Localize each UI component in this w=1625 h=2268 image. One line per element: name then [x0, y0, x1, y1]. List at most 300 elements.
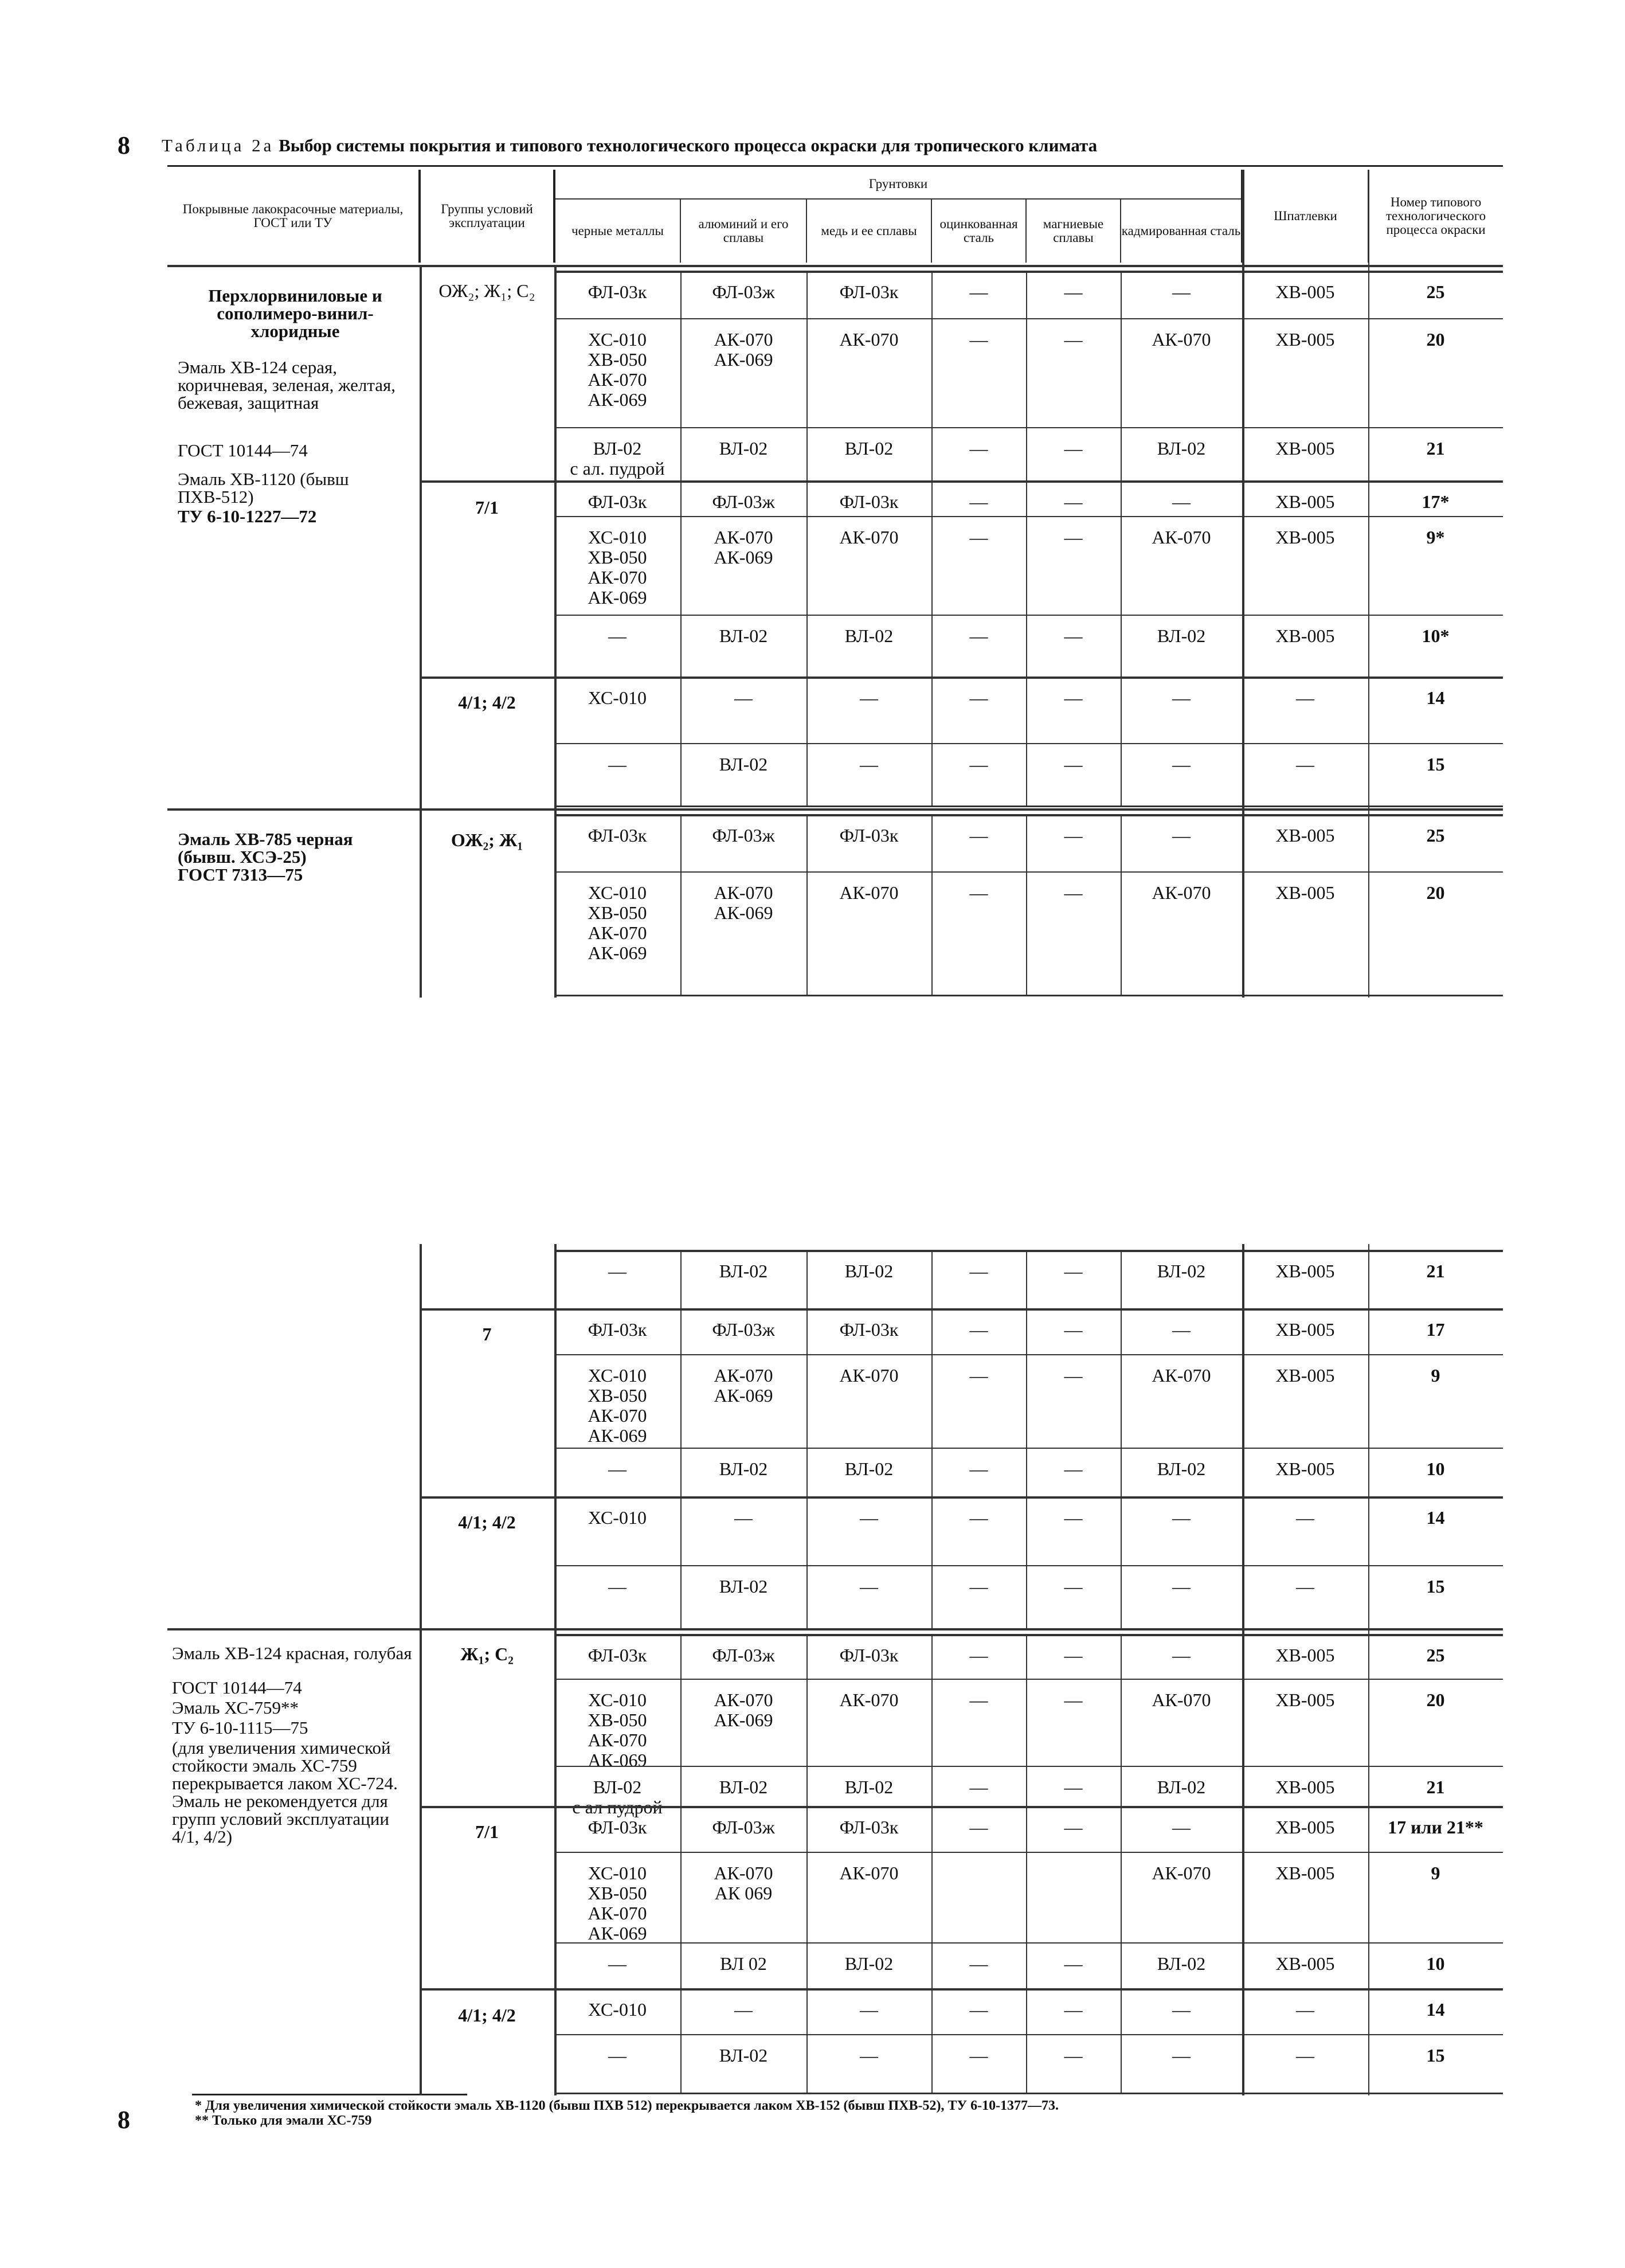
table-cell: —	[1296, 1507, 1314, 1528]
table-cell: ФЛ-03ж	[712, 1645, 775, 1665]
block-bottom-rule	[554, 2093, 1503, 2094]
col-rule	[806, 516, 808, 615]
col-rule	[1026, 615, 1027, 677]
footnote-1: * Для увеличения химической стойкости эмаль ХВ-1120 (бывш ПХВ 512) перекрывается лаком ХВ-152 (бывш ПХВ-52), ТУ 6-10-1377—73.	[195, 2098, 1059, 2113]
table-cell: —	[1064, 825, 1083, 846]
col-rule	[1368, 1988, 1369, 2034]
col-rule	[1242, 677, 1243, 743]
table-cell: ФЛ-03к	[839, 281, 899, 302]
table-cell: 17*	[1422, 491, 1450, 512]
col-rule	[1121, 427, 1122, 480]
col-rule	[806, 1852, 808, 1942]
table-cell: АК-070	[1152, 882, 1211, 903]
footnote-rule	[192, 2094, 467, 2095]
materials-divider	[420, 1244, 422, 1628]
table-cell: ВЛ-02	[1157, 1777, 1206, 1797]
col-rule	[1242, 2034, 1243, 2093]
col-rule	[931, 480, 933, 516]
table-cell: АК-070	[1152, 527, 1211, 548]
table-cell: —	[1064, 2045, 1083, 2066]
group-cell: 7	[482, 1324, 492, 1344]
col-rule	[1026, 743, 1027, 805]
table-cell: —	[969, 625, 988, 646]
group-cell: 7/1	[475, 1821, 499, 1842]
col-rule	[1026, 1354, 1027, 1448]
table-cell: ХВ-005	[1275, 527, 1335, 548]
table-cell: —	[1064, 329, 1083, 350]
col-rule	[1368, 814, 1369, 871]
row-rule	[554, 743, 1503, 744]
col-rule	[1368, 427, 1369, 480]
col-rule	[1026, 2034, 1027, 2093]
table-cell: —	[860, 754, 878, 775]
table-cell: 21	[1426, 438, 1445, 459]
row-rule	[554, 1354, 1503, 1355]
material-line: Эмаль ХВ-124 красная, голубая	[172, 1643, 412, 1663]
table-cell: ХВ-005	[1275, 1645, 1335, 1665]
header-galvanized: оцинкованная сталь	[931, 199, 1026, 263]
table-cell: —	[1064, 625, 1083, 646]
group-rule	[420, 677, 1503, 679]
table-cell: —	[608, 1576, 626, 1597]
col-rule	[1368, 1852, 1369, 1942]
table-cell: ХС-010 ХВ-050 АК-070 АК-069	[588, 527, 647, 608]
table-cell: —	[1064, 1999, 1083, 2020]
table-cell: ВЛ-02	[719, 1458, 768, 1479]
table-cell: АК-070	[1152, 1365, 1211, 1386]
table-cell: ВЛ-02	[719, 754, 768, 775]
table-cell: —	[1064, 1365, 1083, 1386]
table-cell: ХС-010 ХВ-050 АК-070 АК-069	[588, 1690, 647, 1770]
col-rule	[931, 1354, 933, 1448]
table-cell: ХВ-005	[1275, 1458, 1335, 1479]
col-rule	[680, 743, 682, 805]
table-cell: —	[969, 1261, 988, 1281]
table-cell: —	[1296, 1999, 1314, 2020]
table-cell: ФЛ-03ж	[712, 491, 775, 512]
col-rule	[680, 1354, 682, 1448]
col-rule	[680, 1988, 682, 2034]
table-cell: ВЛ-02 с ал. пудрой	[570, 438, 665, 479]
col-rule	[680, 1942, 682, 1988]
row-rule	[554, 271, 1503, 273]
table-cell: —	[860, 1576, 878, 1597]
col-rule	[1242, 318, 1243, 427]
group-rule	[420, 480, 1503, 483]
table-cell: —	[1064, 281, 1083, 302]
materials-divider	[420, 1628, 422, 2095]
table-cell: —	[969, 281, 988, 302]
table-cell: —	[969, 1365, 988, 1386]
col-rule	[806, 427, 808, 480]
row-rule	[554, 1766, 1503, 1767]
col-rule	[680, 1308, 682, 1354]
table-cell: ХВ-005	[1275, 438, 1335, 459]
table-cell: —	[608, 1261, 626, 1281]
table-cell: —	[1172, 491, 1191, 512]
table-cell: 20	[1426, 882, 1445, 903]
col-rule	[1368, 1942, 1369, 1988]
table-cell: ВЛ-02	[1157, 1953, 1206, 1974]
col-rule	[1242, 480, 1243, 516]
table-cell: —	[969, 438, 988, 459]
col-rule	[1121, 1308, 1122, 1354]
table-cell: —	[860, 2045, 878, 2066]
col-rule	[1368, 1766, 1369, 1806]
header-groups: Группы условий эксплуатации	[420, 170, 554, 263]
col-rule	[931, 271, 933, 318]
col-rule	[1026, 318, 1027, 427]
table-cell: 10*	[1422, 625, 1450, 646]
col-rule	[806, 743, 808, 805]
col-rule	[1368, 615, 1369, 677]
table-cell: ФЛ-03к	[839, 1817, 899, 1837]
table-cell: АК-070	[839, 329, 899, 350]
table-cell: ВЛ-02	[1157, 625, 1206, 646]
table-title	[162, 135, 1097, 156]
col-rule	[680, 1679, 682, 1766]
table-cell: —	[860, 1999, 878, 2020]
table-cell: —	[1172, 754, 1191, 775]
table-cell: 25	[1426, 1645, 1445, 1665]
table-cell: —	[969, 527, 988, 548]
block-rule	[167, 1628, 1503, 1630]
col-rule	[1121, 1565, 1122, 1628]
col-rule	[806, 1679, 808, 1766]
col-rule	[1121, 480, 1122, 516]
table-cell: АК-070	[1152, 1690, 1211, 1710]
table-cell: ХВ-005	[1275, 825, 1335, 846]
table-cell: —	[969, 1953, 988, 1974]
material-line: ГОСТ 10144—74	[178, 440, 308, 460]
col-rule	[1242, 1766, 1243, 1806]
col-rule	[1121, 871, 1122, 995]
material-line: ТУ 6-10-1227—72	[178, 506, 317, 526]
table-cell: АК-070 АК-069	[714, 329, 773, 370]
table-cell: —	[1064, 438, 1083, 459]
table-cell: —	[1064, 754, 1083, 775]
table-cell: АК-070	[1152, 1863, 1211, 1883]
table-cell: АК-070 АК-069	[714, 527, 773, 568]
table-cell: ФЛ-03ж	[712, 825, 775, 846]
table-cell: —	[1172, 1999, 1191, 2020]
col-rule	[1242, 1565, 1243, 1628]
col-rule	[1121, 1988, 1122, 2034]
col-rule	[1368, 1565, 1369, 1628]
table-cell: ВЛ 02	[720, 1953, 767, 1974]
table-cell: ФЛ-03ж	[712, 281, 775, 302]
block-bottom-rule	[554, 805, 1503, 807]
table-cell: ФЛ-03к	[588, 825, 647, 846]
header-materials: Покрывные лакокрасочные материалы, ГОСТ или ТУ	[167, 170, 420, 263]
table-cell: ХВ-005	[1275, 329, 1335, 350]
table-cell: —	[969, 1507, 988, 1528]
col-rule	[1026, 677, 1027, 743]
col-rule	[806, 1250, 808, 1308]
col-rule	[931, 1250, 933, 1308]
col-rule	[1026, 271, 1027, 318]
group-rule	[420, 1308, 1503, 1311]
material-line: Эмаль ХС-759**	[172, 1698, 299, 1718]
row-rule	[554, 615, 1503, 616]
col-rule	[806, 1942, 808, 1988]
block-rule	[167, 808, 1503, 811]
group-rule	[420, 1806, 1503, 1808]
col-rule	[931, 1565, 933, 1628]
table-cell: ХС-010 ХВ-050 АК-070 АК-069	[588, 882, 647, 963]
col-rule	[1121, 1942, 1122, 1988]
table-cell: —	[1064, 1817, 1083, 1837]
col-rule	[806, 1308, 808, 1354]
group-cell: 7/1	[475, 497, 499, 518]
col-rule	[1242, 427, 1243, 480]
table-cell: АК-070	[839, 527, 899, 548]
col-rule	[931, 2034, 933, 2093]
table-cell: 20	[1426, 329, 1445, 350]
table-cell: 14	[1426, 687, 1445, 708]
row-rule	[554, 1250, 1503, 1252]
col-rule	[1242, 1806, 1243, 1852]
page-number-top: 8	[118, 131, 130, 159]
table-cell: ХВ-005	[1275, 1319, 1335, 1340]
table-cell: —	[969, 1999, 988, 2020]
col-rule	[1026, 1806, 1027, 1852]
material-heading: Перхлорвиниловые и сополимеро-винил-хлоридные	[208, 286, 382, 341]
col-rule	[931, 427, 933, 480]
material-line: (для увеличения химической стойкости эмаль ХС-759 перекрывается лаком ХС-724. Эмаль не рекомендуется для групп условий эксплуатации 4/1, 4/2)	[172, 1738, 398, 1847]
col-rule	[1026, 1250, 1027, 1308]
col-rule	[1368, 1634, 1369, 1679]
table-cell: ВЛ-02	[719, 2045, 768, 2066]
col-rule	[1026, 1496, 1027, 1565]
col-rule	[1368, 2034, 1369, 2093]
col-rule	[1121, 743, 1122, 805]
table-cell: ХВ-005	[1275, 1817, 1335, 1837]
col-rule	[1026, 1766, 1027, 1806]
col-rule	[1121, 1496, 1122, 1565]
table-cell: ХС-010 ХВ-050 АК-070 АК-069	[588, 1365, 647, 1446]
col-rule	[806, 677, 808, 743]
table-cell: —	[1296, 687, 1314, 708]
table-cell: 20	[1426, 1690, 1445, 1710]
col-rule	[1121, 1634, 1122, 1679]
col-rule	[931, 814, 933, 871]
col-rule	[1368, 1308, 1369, 1354]
table-cell: ХВ-005	[1275, 1953, 1335, 1974]
table-cell: 10	[1426, 1458, 1445, 1479]
table-cell: 14	[1426, 1507, 1445, 1528]
col-rule	[1121, 615, 1122, 677]
table-cell: ХВ-005	[1275, 1365, 1335, 1386]
table-cell: ФЛ-03к	[588, 1319, 647, 1340]
col-rule	[1026, 516, 1027, 615]
col-rule	[1242, 516, 1243, 615]
top-rule	[167, 165, 1503, 167]
col-rule	[806, 480, 808, 516]
material-line: ТУ 6-10-1115—75	[172, 1718, 308, 1738]
table-cell: 10	[1426, 1953, 1445, 1974]
header-cadmium: кадмированная сталь	[1121, 199, 1242, 263]
table-cell: ФЛ-03к	[839, 825, 899, 846]
table-cell: —	[1172, 1645, 1191, 1665]
col-rule	[931, 677, 933, 743]
col-rule	[1121, 1250, 1122, 1308]
col-rule	[1026, 1634, 1027, 1679]
table-cell: —	[1064, 491, 1083, 512]
table-cell: ВЛ-02	[844, 1458, 894, 1479]
table-cell: ВЛ-02	[844, 438, 894, 459]
table-cell: —	[734, 687, 753, 708]
col-rule	[680, 1634, 682, 1679]
table-cell: —	[1296, 754, 1314, 775]
col-rule	[806, 871, 808, 995]
col-rule	[1026, 1988, 1027, 2034]
table-cell: —	[969, 1645, 988, 1665]
group-cell: 4/1; 4/2	[458, 2005, 516, 2025]
header-bottom-rule	[167, 265, 1503, 267]
col-rule	[680, 1496, 682, 1565]
table-cell: АК-070 АК 069	[714, 1863, 773, 1903]
table-cell: —	[1064, 882, 1083, 903]
table-cell: ВЛ-02	[1157, 438, 1206, 459]
table-cell: ВЛ-02	[719, 438, 768, 459]
row-rule	[554, 871, 1503, 873]
table-cell: АК-070 АК-069	[714, 1365, 773, 1406]
table-cell: 9*	[1426, 527, 1445, 548]
col-rule	[1242, 1496, 1243, 1565]
material-line: ГОСТ 10144—74	[172, 1677, 302, 1698]
table-cell: 15	[1426, 2045, 1445, 2066]
table-cell: —	[1172, 281, 1191, 302]
table-cell: —	[969, 1458, 988, 1479]
col-rule	[1242, 1988, 1243, 2034]
table-cell: —	[969, 1576, 988, 1597]
col-rule	[1026, 1308, 1027, 1354]
col-rule	[1121, 1354, 1122, 1448]
table-cell: ФЛ-03к	[839, 491, 899, 512]
table-cell: —	[1064, 687, 1083, 708]
table-cell: ХВ-005	[1275, 281, 1335, 302]
col-rule	[1026, 1448, 1027, 1496]
table-cell: —	[1064, 1645, 1083, 1665]
col-rule	[680, 1565, 682, 1628]
col-rule	[1242, 1634, 1243, 1679]
table-cell: ХВ-005	[1275, 491, 1335, 512]
col-rule	[806, 1806, 808, 1852]
table-cell: —	[969, 1777, 988, 1797]
col-rule	[1242, 1679, 1243, 1766]
col-rule	[1368, 318, 1369, 427]
table-cell: —	[860, 687, 878, 708]
table-cell: —	[969, 2045, 988, 2066]
table-cell: АК-070	[1152, 329, 1211, 350]
table-cell: —	[1064, 1261, 1083, 1281]
col-rule	[1368, 1354, 1369, 1448]
col-rule	[1026, 1942, 1027, 1988]
table-part-1	[167, 170, 1503, 263]
col-rule	[806, 1988, 808, 2034]
block-bottom-rule	[554, 995, 1503, 996]
table-cell: АК-070 АК-069	[714, 1690, 773, 1730]
col-rule	[931, 516, 933, 615]
col-rule	[806, 1766, 808, 1806]
materials-divider	[420, 265, 422, 998]
col-rule	[806, 1448, 808, 1496]
col-rule	[680, 1852, 682, 1942]
col-rule	[680, 814, 682, 871]
col-rule	[931, 1448, 933, 1496]
col-rule	[806, 2034, 808, 2093]
col-rule	[680, 2034, 682, 2093]
table-cell: ХВ-005	[1275, 1261, 1335, 1281]
table-cell: ВЛ-02	[719, 1576, 768, 1597]
col-rule	[680, 318, 682, 427]
col-rule	[1026, 427, 1027, 480]
col-rule	[806, 271, 808, 318]
col-rule	[1368, 1679, 1369, 1766]
col-rule	[1242, 1448, 1243, 1496]
col-rule	[1368, 1448, 1369, 1496]
table-cell: —	[1172, 825, 1191, 846]
col-rule	[1242, 743, 1243, 805]
table-cell: ФЛ-03к	[588, 491, 647, 512]
footnote-2: ** Только для эмали ХС-759	[195, 2113, 372, 2128]
table-cell: —	[969, 1319, 988, 1340]
row-rule	[554, 516, 1503, 517]
col-rule	[931, 1634, 933, 1679]
table-cell: ХВ-005	[1275, 1690, 1335, 1710]
col-rule	[1121, 814, 1122, 871]
col-rule	[806, 1565, 808, 1628]
col-rule	[680, 480, 682, 516]
group-rule	[420, 1496, 1503, 1499]
header-aluminum: алюминий и его сплавы	[680, 199, 806, 263]
col-rule	[680, 516, 682, 615]
group-cell: 4/1; 4/2	[458, 1512, 516, 1532]
col-rule	[1368, 871, 1369, 995]
col-rule	[806, 814, 808, 871]
col-rule	[931, 1942, 933, 1988]
row-rule	[554, 814, 1503, 816]
table-cell: —	[969, 882, 988, 903]
col-rule	[1026, 1852, 1027, 1942]
row-rule	[554, 1942, 1503, 1944]
col-rule	[931, 1766, 933, 1806]
table-cell: ВЛ-02	[719, 1261, 768, 1281]
table-cell: ВЛ-02	[1157, 1458, 1206, 1479]
material-line: Эмаль ХВ-785 черная (бывш. ХСЭ-25)	[178, 829, 353, 867]
col-rule	[1242, 1354, 1243, 1448]
page-number-bottom: 8	[118, 2106, 130, 2134]
header-primers: Грунтовки	[554, 170, 1242, 199]
table-cell: ХС-010	[588, 1507, 647, 1528]
table-caption: Выбор системы покрытия и типового технологического процесса окраски для тропического климата	[279, 135, 1098, 155]
col-rule	[1242, 1308, 1243, 1354]
table-cell: —	[1172, 687, 1191, 708]
col-rule	[1121, 2034, 1122, 2093]
table-cell: —	[860, 1507, 878, 1528]
table-cell: ХВ-005	[1275, 1777, 1335, 1797]
table-cell: ХС-010	[588, 687, 647, 708]
col-rule	[680, 871, 682, 995]
col-rule	[931, 1308, 933, 1354]
table-cell: 17 или 21**	[1388, 1817, 1483, 1837]
table-cell: —	[608, 754, 626, 775]
table-cell: 15	[1426, 754, 1445, 775]
col-rule	[806, 1634, 808, 1679]
col-rule	[680, 615, 682, 677]
table-cell: —	[608, 625, 626, 646]
